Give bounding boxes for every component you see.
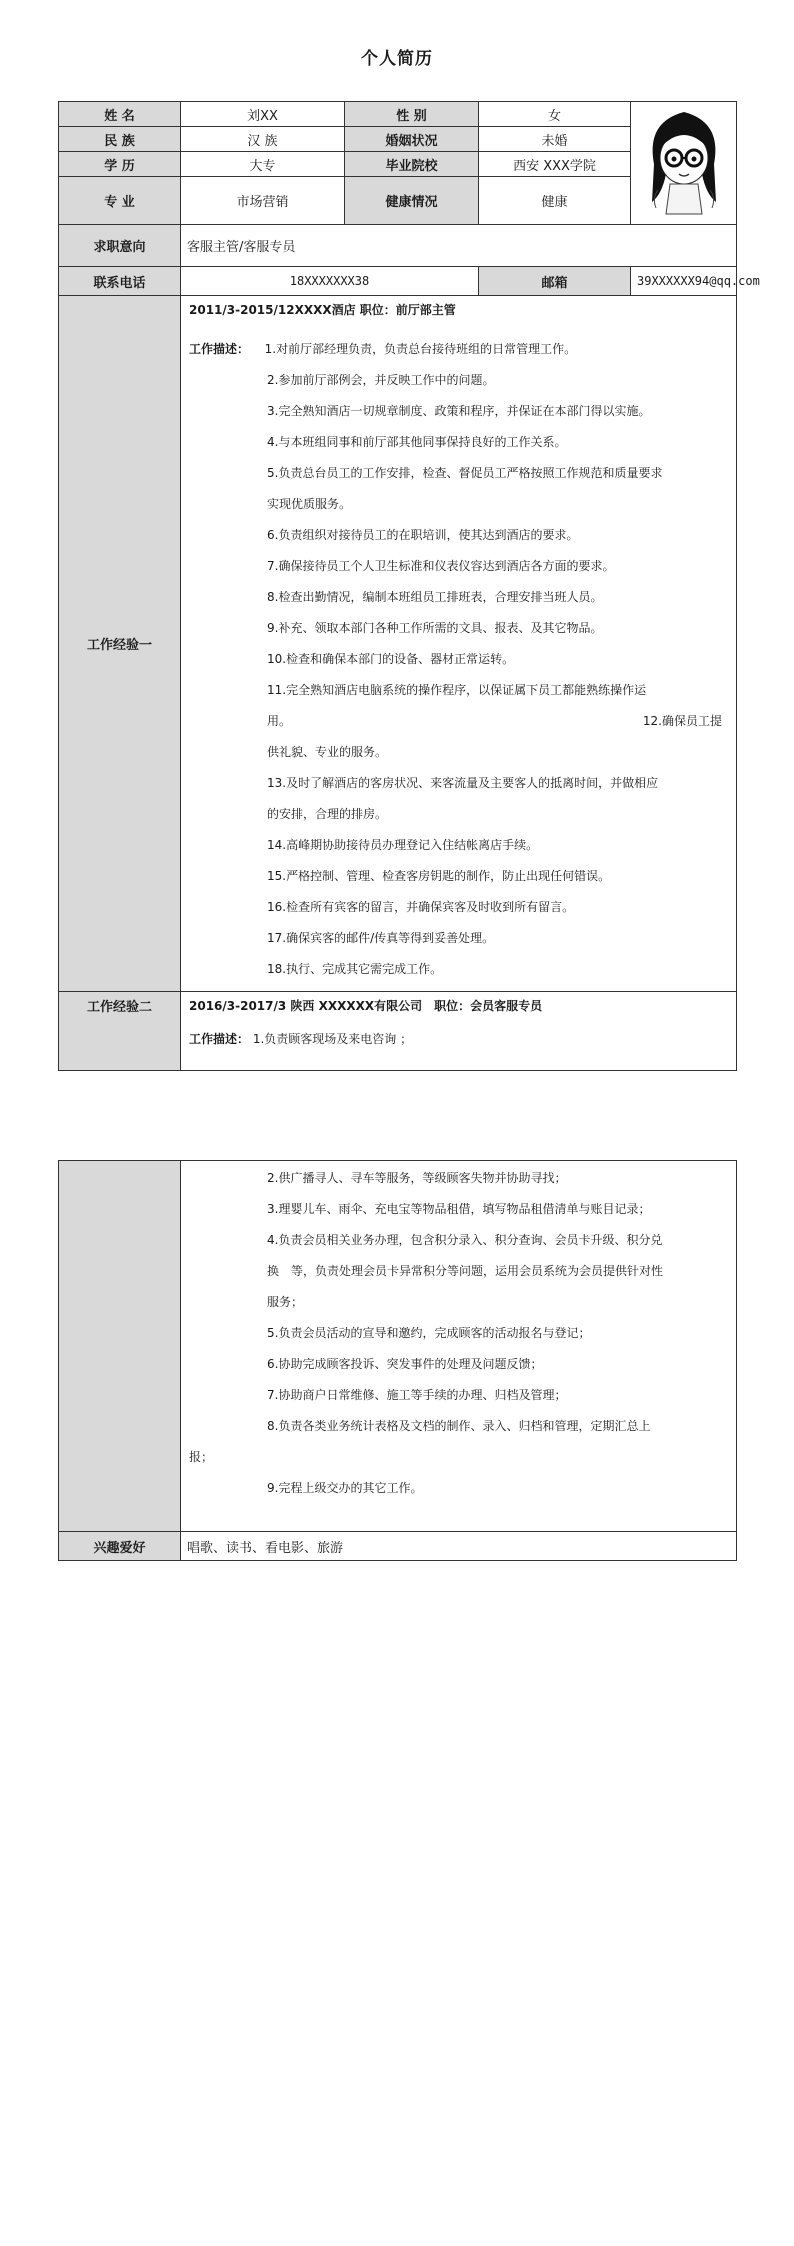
name-label: 姓 名 <box>59 102 181 127</box>
marital-label: 婚姻状况 <box>345 127 479 152</box>
cartoon-girl-with-glasses-icon <box>636 102 732 220</box>
major-label: 专 业 <box>59 177 181 225</box>
list-item: 16.检查所有宾客的留言，并确保宾客及时收到所有留言。 <box>267 900 575 914</box>
exp2-content <box>181 992 737 1071</box>
exp2-continued-label <box>59 1161 181 1532</box>
list-item: 5.负责总台员工的工作安排，检查、督促员工严格按照工作规范和质量要求 <box>267 466 663 480</box>
list-item: 的安排，合理的排房。 <box>267 807 388 821</box>
list-item: 1.对前厅部经理负责，负责总台接待班组的日常管理工作。 <box>264 342 577 356</box>
list-item: 9.完程上级交办的其它工作。 <box>267 1481 423 1495</box>
list-item: 1.负责顾客现场及来电咨询 ； <box>252 1032 413 1046</box>
list-item: 供礼貌、专业的服务。 <box>267 745 388 759</box>
email-label: 邮箱 <box>479 267 631 296</box>
list-item: 4.与本班组同事和前厅部其他同事保持良好的工作关系。 <box>267 435 567 449</box>
hobby-label: 兴趣爱好 <box>59 1532 181 1561</box>
list-item: 15.严格控制、管理、检查客房钥匙的制作，防止出现任何错误。 <box>267 869 611 883</box>
page-title: 个人简历 <box>361 49 433 69</box>
education-label: 学 历 <box>59 152 181 177</box>
school-value: 西安 XXX学院 <box>479 152 631 177</box>
list-item: 2.供广播寻人、寻车等服务，等级顾客失物并协助寻找； <box>267 1171 567 1185</box>
resume-table-continued <box>58 1160 737 1561</box>
list-item: 3.理婴儿车、雨伞、充电宝等物品租借，填写物品租借清单与账目记录； <box>267 1202 651 1216</box>
gender-value: 女 <box>479 102 631 127</box>
exp2-desc-label: 工作描述： <box>189 1032 250 1046</box>
objective-value: 客服主管/客服专员 <box>181 225 737 267</box>
phone-label: 联系电话 <box>59 267 181 296</box>
list-item: 11.完全熟知酒店电脑系统的操作程序，以保证属下员工都能熟练操作运 <box>267 683 647 697</box>
list-item: 12.确保员工提 <box>642 714 722 728</box>
name-value: 刘XX <box>181 102 345 127</box>
school-label: 毕业院校 <box>345 152 479 177</box>
objective-label: 求职意向 <box>59 225 181 267</box>
ethnicity-value: 汉 族 <box>181 127 345 152</box>
list-item: 5.负责会员活动的宣导和邀约，完成顾客的活动报名与登记； <box>267 1326 591 1340</box>
ethnicity-label: 民 族 <box>59 127 181 152</box>
exp1-desc-label: 工作描述： <box>189 342 250 356</box>
list-item: 换 等，负责处理会员卡异常积分等问题，运用会员系统为会员提供针对性 <box>267 1264 664 1278</box>
list-item: 8.检查出勤情况，编制本班组员工排班表，合理安排当班人员。 <box>267 590 603 604</box>
health-label: 健康情况 <box>345 177 479 225</box>
marital-value: 未婚 <box>479 127 631 152</box>
health-value: 健康 <box>479 177 631 225</box>
list-item: 18.执行、完成其它需完成工作。 <box>267 962 443 976</box>
exp1-label: 工作经验一 <box>59 296 181 992</box>
list-item: 7.协助商户日常维修、施工等手续的办理、归档及管理； <box>267 1388 567 1402</box>
list-item: 10.检查和确保本部门的设备、器材正常运转。 <box>267 652 515 666</box>
gender-label: 性 别 <box>345 102 479 127</box>
exp1-content <box>181 296 737 992</box>
list-item: 2.参加前厅部例会，并反映工作中的问题。 <box>267 373 495 387</box>
email-value: 39XXXXXX94@qq.com <box>631 267 737 296</box>
list-item: 9.补充、领取本部门各种工作所需的文具、报表、及其它物品。 <box>267 621 603 635</box>
list-item: 8.负责各类业务统计表格及文档的制作、录入、归档和管理，定期汇总上 <box>267 1419 651 1433</box>
phone-value: 18XXXXXXX38 <box>181 267 479 296</box>
list-item: 报； <box>189 1450 214 1464</box>
list-item: 14.高峰期协助接待员办理登记入住结帐离店手续。 <box>267 838 539 852</box>
list-item: 17.确保宾客的邮件/传真等得到妥善处理。 <box>267 931 495 945</box>
list-item: 4.负责会员相关业务办理，包含积分录入、积分查询、会员卡升级、积分兑 <box>267 1233 663 1247</box>
avatar <box>631 102 737 225</box>
exp2-label: 工作经验二 <box>59 992 181 1071</box>
major-value: 市场营销 <box>181 177 345 225</box>
list-item: 6.负责组织对接待员工的在职培训，使其达到酒店的要求。 <box>267 528 579 542</box>
education-value: 大专 <box>181 152 345 177</box>
list-item: 6.协助完成顾客投诉、突发事件的处理及问题反馈； <box>267 1357 543 1371</box>
exp2-continued-content <box>181 1161 737 1532</box>
exp2-header: 2016/3-2017/3 陕西 XXXXXX有限公司 职位：会员客服专员 <box>189 999 543 1013</box>
exp1-header: 2011/3-2015/12XXXX酒店 职位：前厅部主管 <box>189 303 456 317</box>
hobby-value: 唱歌、读书、看电影、旅游 <box>181 1532 737 1561</box>
list-item: 实现优质服务。 <box>267 497 352 511</box>
list-item: 13.及时了解酒店的客房状况、来客流量及主要客人的抵离时间，并做相应 <box>267 776 659 790</box>
list-item: 用。 <box>267 714 292 728</box>
list-item: 7.确保接待员工个人卫生标准和仪表仪容达到酒店各方面的要求。 <box>267 559 615 573</box>
list-item: 服务； <box>267 1295 304 1309</box>
list-item: 3.完全熟知酒店一切规章制度、政策和程序，并保证在本部门得以实施。 <box>267 404 651 418</box>
resume-table <box>58 101 760 1071</box>
